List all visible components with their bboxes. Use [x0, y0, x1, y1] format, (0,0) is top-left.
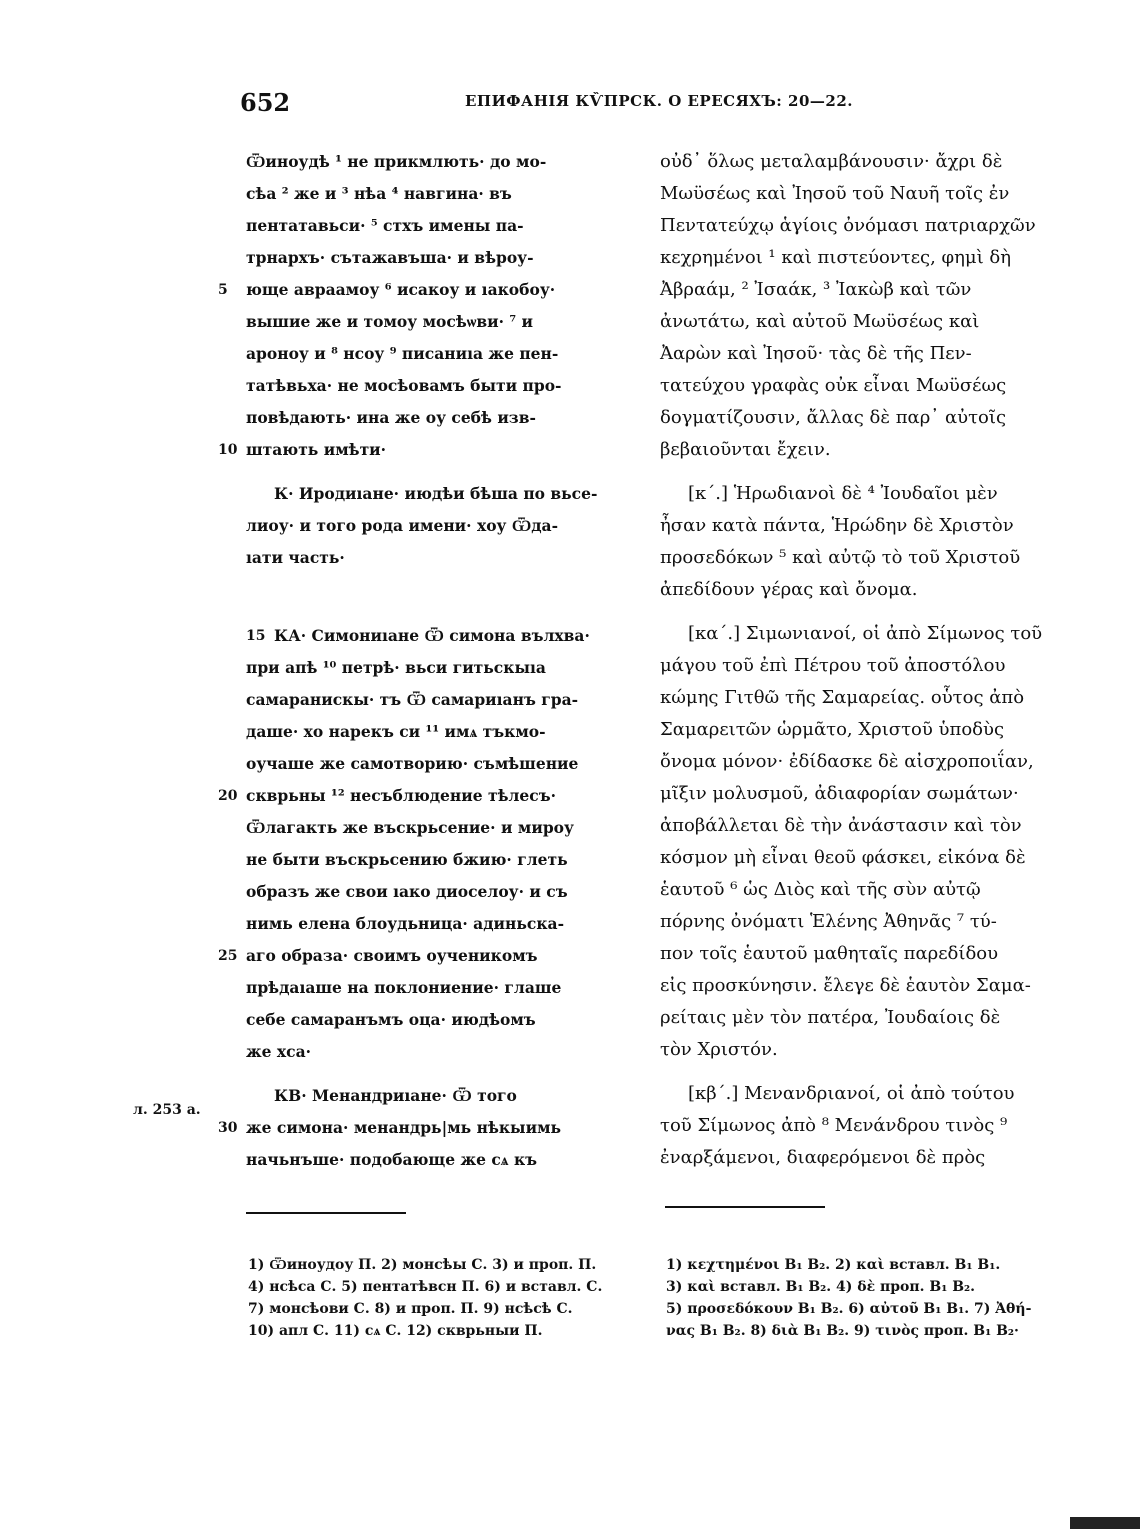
slavonic-column	[218, 146, 638, 1176]
line-text: юще авраамоу ⁶ исакоу и ıакобоу·	[246, 280, 556, 299]
text-line	[218, 274, 638, 306]
line-text: же хса·	[246, 1042, 312, 1061]
text-line	[218, 780, 638, 812]
text-line	[218, 178, 638, 210]
line-number: 20	[218, 788, 238, 804]
text-line	[218, 1144, 638, 1176]
line-text: Ἀβραάμ, ² Ἰσαάκ, ³ Ἰακὼβ καὶ τῶν	[660, 279, 972, 300]
line-text: КВ· Менандриıане· Ѿ того	[274, 1086, 517, 1105]
text-line	[660, 1142, 1050, 1174]
line-text: даше· хо нарекъ си ¹¹ имѧ тъкмо-	[246, 722, 546, 741]
line-text: ıати часть·	[246, 548, 345, 567]
text-line	[218, 972, 638, 1004]
text-line	[660, 306, 1050, 338]
line-text: Ѿиноудѣ ¹ не прикмлють· до мо-	[246, 152, 547, 171]
line-text: образъ же свои ıако диоселоу· и съ	[246, 882, 568, 901]
line-text: ἀπεδίδουν γέρας καὶ ὄνομα.	[660, 579, 918, 600]
text-line	[218, 370, 638, 402]
line-text: же симона· менандрь|мь нѣкыимь	[246, 1118, 562, 1137]
text-line	[660, 714, 1050, 746]
text-line	[218, 146, 638, 178]
line-text: ὄνομα μόνον· ἐδίδασκε δὲ αἰσχροποιΐαν,	[660, 751, 1034, 772]
text-line	[218, 1004, 638, 1036]
text-line	[218, 210, 638, 242]
footnote-rule-right	[665, 1206, 825, 1208]
folio-margin-note: л. 253 а.	[133, 1102, 201, 1118]
text-line	[218, 652, 638, 684]
line-text: τὸν Χριστόν.	[660, 1039, 778, 1060]
text-line	[218, 510, 638, 542]
line-number: 15	[246, 628, 266, 644]
line-text: ароноу и ⁸ нсоу ⁹ писаниıа же пен-	[246, 344, 559, 363]
text-line	[218, 478, 638, 510]
text-line	[660, 542, 1050, 574]
line-text: Σαμαρειτῶν ὡρμᾶτο, Χριστοῦ ὑποδὺς	[660, 719, 1005, 740]
line-text: [κ΄.] Ἡρωδιανοὶ δὲ ⁴ Ἰουδαῖοι μὲν	[688, 483, 998, 504]
line-text: κώμης Γιτθῶ τῆς Σαμαρείας. οὗτος ἀπὸ	[660, 687, 1025, 708]
text-line	[660, 146, 1050, 178]
line-text: Μωϋσέως καὶ Ἰησοῦ τοῦ Ναυῆ τοῖς ἐν	[660, 183, 1010, 204]
text-line	[660, 1110, 1050, 1142]
text-line	[660, 178, 1050, 210]
text-line	[660, 618, 1050, 650]
page-number: 652	[240, 88, 291, 117]
line-text: προσεδόκων ⁵ καὶ αὐτῷ τὸ τοῦ Χριστοῦ	[660, 547, 1021, 568]
text-line	[218, 306, 638, 338]
footnote-line: 7) монсѣови С. 8) и проп. П. 9) нсѣсѣ С.	[248, 1301, 573, 1317]
footnote-line: 4) нсѣса С. 5) пентатѣвсн П. 6) и вставл. С.	[248, 1279, 603, 1295]
footnotes-left	[248, 1254, 602, 1342]
text-line	[218, 684, 638, 716]
line-text: δογματίζουσιν, ἄλλας δὲ παρ᾽ αὐτοῖς	[660, 407, 1007, 428]
line-text: ἀποβάλλεται δὲ τὴν ἀνάστασιν καὶ τὸν	[660, 815, 1022, 836]
line-text: повѣдають· ина же оу себѣ изв-	[246, 408, 536, 427]
footnote-line: νας B₁ B₂. 8) διὰ B₁ B₂. 9) τινὸς проп. B₁ B₂·	[666, 1323, 1019, 1339]
text-line	[218, 908, 638, 940]
line-text: [κβ΄.] Μενανδριανοί, οἱ ἀπὸ τούτου	[688, 1083, 1015, 1104]
line-text: сѣа ² же и ³ нѣа ⁴ навгина· въ	[246, 184, 512, 203]
text-line	[660, 874, 1050, 906]
line-text: εἰς προσκύνησιν. ἔλεγε δὲ ἑαυτὸν Σαμα-	[660, 975, 1031, 996]
text-line	[218, 542, 638, 574]
footnote-line: 5) προσεδόκουν B₁ B₂. 6) αὐτοῦ B₁ B₁. 7) Ἀθή-	[666, 1301, 1032, 1317]
text-line	[660, 402, 1050, 434]
line-text: ρείταις μὲν τὸν πατέρα, Ἰουδαίοις δὲ	[660, 1007, 1001, 1028]
text-line	[218, 1036, 638, 1068]
text-line	[660, 274, 1050, 306]
line-text: μῖξιν μολυσμοῦ, ἀδιαφορίαν σωμάτων·	[660, 783, 1019, 804]
footnote-line: 1) Ѿиноудоу П. 2) монсѣы С. 3) и проп. П.	[248, 1257, 597, 1273]
line-text: κεχρημένοι ¹ καὶ πιστεύοντες, φημὶ δὴ	[660, 247, 1012, 268]
text-line	[660, 510, 1050, 542]
line-text: Ѿлагакть же въскрьсение· и мироу	[246, 818, 574, 837]
line-text: начьнъше· подобающе же сѧ къ	[246, 1150, 538, 1169]
line-text: вышие же и томоу мосѣѡви· ⁷ и	[246, 312, 534, 331]
line-text: Ἀαρὼν καὶ Ἰησοῦ· τὰς δὲ τῆς Πεν-	[660, 343, 972, 364]
footnote-line: 1) κεχτημένοι B₁ B₂. 2) καὶ вставл. B₁ B₁.	[666, 1257, 1001, 1273]
text-line	[660, 810, 1050, 842]
text-line	[660, 1034, 1050, 1066]
text-line	[660, 970, 1050, 1002]
text-line	[218, 812, 638, 844]
line-text: К· Иродиıане· июдѣи бѣша по вьсе-	[274, 484, 598, 503]
footnote-rule-left	[246, 1212, 406, 1214]
text-line	[218, 402, 638, 434]
text-line	[660, 746, 1050, 778]
line-text: оучаше же самотворию· съмѣшение	[246, 754, 579, 773]
line-text: πον τοῖς ἑαυτοῦ μαθηταῖς παρεδίδου	[660, 943, 999, 964]
text-line	[660, 906, 1050, 938]
footnote-line: 3) καὶ вставл. B₁ B₂. 4) δὲ проп. B₁ B₂.	[666, 1279, 976, 1295]
text-line	[218, 716, 638, 748]
line-text: аго образа· своимъ оученикомъ	[246, 946, 538, 965]
scan-edge-mark	[1070, 1517, 1140, 1529]
line-text: [κα΄.] Σιμωνιανοί, οἱ ἀπὸ Σίμωνος τοῦ	[688, 623, 1043, 644]
footnote-line: 10) апл С. 11) сѧ С. 12) скврьныи П.	[248, 1323, 543, 1339]
greek-column	[660, 146, 1050, 1174]
text-line	[218, 434, 638, 466]
line-text: не быти въскрьсению бжию· глеть	[246, 850, 568, 869]
line-text: при апѣ ¹⁰ петрѣ· вьси гитьскыıа	[246, 658, 546, 677]
text-line	[660, 682, 1050, 714]
line-text: ἑαυτοῦ ⁶ ὡς Διὸς καὶ τῆς σὺν αὐτῷ	[660, 879, 981, 900]
line-text: τατεύχου γραφὰς οὐκ εἶναι Μωϋσέως	[660, 375, 1007, 396]
line-text: τοῦ Σίμωνος ἀπὸ ⁸ Μενάνδρου τινὸς ⁹	[660, 1115, 1008, 1136]
line-number: 5	[218, 282, 228, 298]
text-line	[660, 1002, 1050, 1034]
line-text: самаранискы· тъ Ѿ самариıанъ гра-	[246, 690, 579, 709]
text-line	[218, 940, 638, 972]
line-text: πόρνης ὀνόματι Ἑλένης Ἀθηνᾶς ⁷ τύ-	[660, 911, 997, 932]
text-line	[660, 338, 1050, 370]
line-text: себе самаранъмъ оца· июдѣомъ	[246, 1010, 536, 1029]
line-text: лиоу· и того рода имени· хоу Ѿда-	[246, 516, 559, 535]
line-number: 25	[218, 948, 238, 964]
text-line	[218, 876, 638, 908]
line-text: штають имѣти·	[246, 440, 387, 459]
text-line	[660, 370, 1050, 402]
text-line	[218, 844, 638, 876]
text-line	[660, 938, 1050, 970]
text-line	[660, 574, 1050, 606]
line-text: нимь елена блоудьница· адиньска-	[246, 914, 565, 933]
line-text: ἦσαν κατὰ πάντα, Ἡρώδην δὲ Χριστὸν	[660, 515, 1014, 536]
line-text: οὐδ᾽ ὅλως μεταλαμβάνουσιν· ἄχρι δὲ	[660, 151, 1003, 172]
line-text: μάγου τοῦ ἐπὶ Πέτρου τοῦ ἀποστόλου	[660, 655, 1006, 676]
line-text: скврьны ¹² несъблюдение тѣлесъ·	[246, 786, 557, 805]
line-text: КА· Симониıане Ѿ симона вълхва·	[274, 626, 590, 645]
text-line	[218, 1112, 638, 1144]
line-text: татѣвьха· не мосѣовамъ быти про-	[246, 376, 562, 395]
line-text: прѣдаıаше на поклониение· глаше	[246, 978, 562, 997]
line-text: Πεντατεύχῳ ἁγίοις ὀνόμασι πατριαρχῶν	[660, 215, 1036, 236]
text-line	[660, 434, 1050, 466]
text-line	[660, 778, 1050, 810]
text-line	[660, 478, 1050, 510]
text-line	[660, 210, 1050, 242]
text-line	[218, 620, 638, 652]
line-number: 10	[218, 442, 238, 458]
line-text: κόσμον μὴ εἶναι θεοῦ φάσκει, εἰκόνα δὲ	[660, 847, 1026, 868]
line-number: 30	[218, 1120, 238, 1136]
line-text: пентатавьси· ⁵ стхъ имены па-	[246, 216, 524, 235]
text-line	[660, 842, 1050, 874]
line-text: трнархъ· сътажавъша· и вѣроу-	[246, 248, 534, 267]
line-text: βεβαιοῦνται ἔχειν.	[660, 439, 831, 460]
running-title: ЕПИФАНІЯ КѶПРСК. О ЕРЕСЯХЪ: 20—22.	[465, 92, 854, 110]
footnotes-right	[666, 1254, 1031, 1342]
text-line	[660, 650, 1050, 682]
text-line	[218, 748, 638, 780]
line-text: ἀνωτάτω, καὶ αὐτοῦ Μωϋσέως καὶ	[660, 311, 980, 332]
line-text: ἐναρξάμενοι, διαφερόμενοι δὲ πρὸς	[660, 1147, 986, 1168]
text-line	[218, 338, 638, 370]
text-line	[218, 1080, 638, 1112]
text-line	[660, 1078, 1050, 1110]
text-line	[218, 242, 638, 274]
text-line	[660, 242, 1050, 274]
